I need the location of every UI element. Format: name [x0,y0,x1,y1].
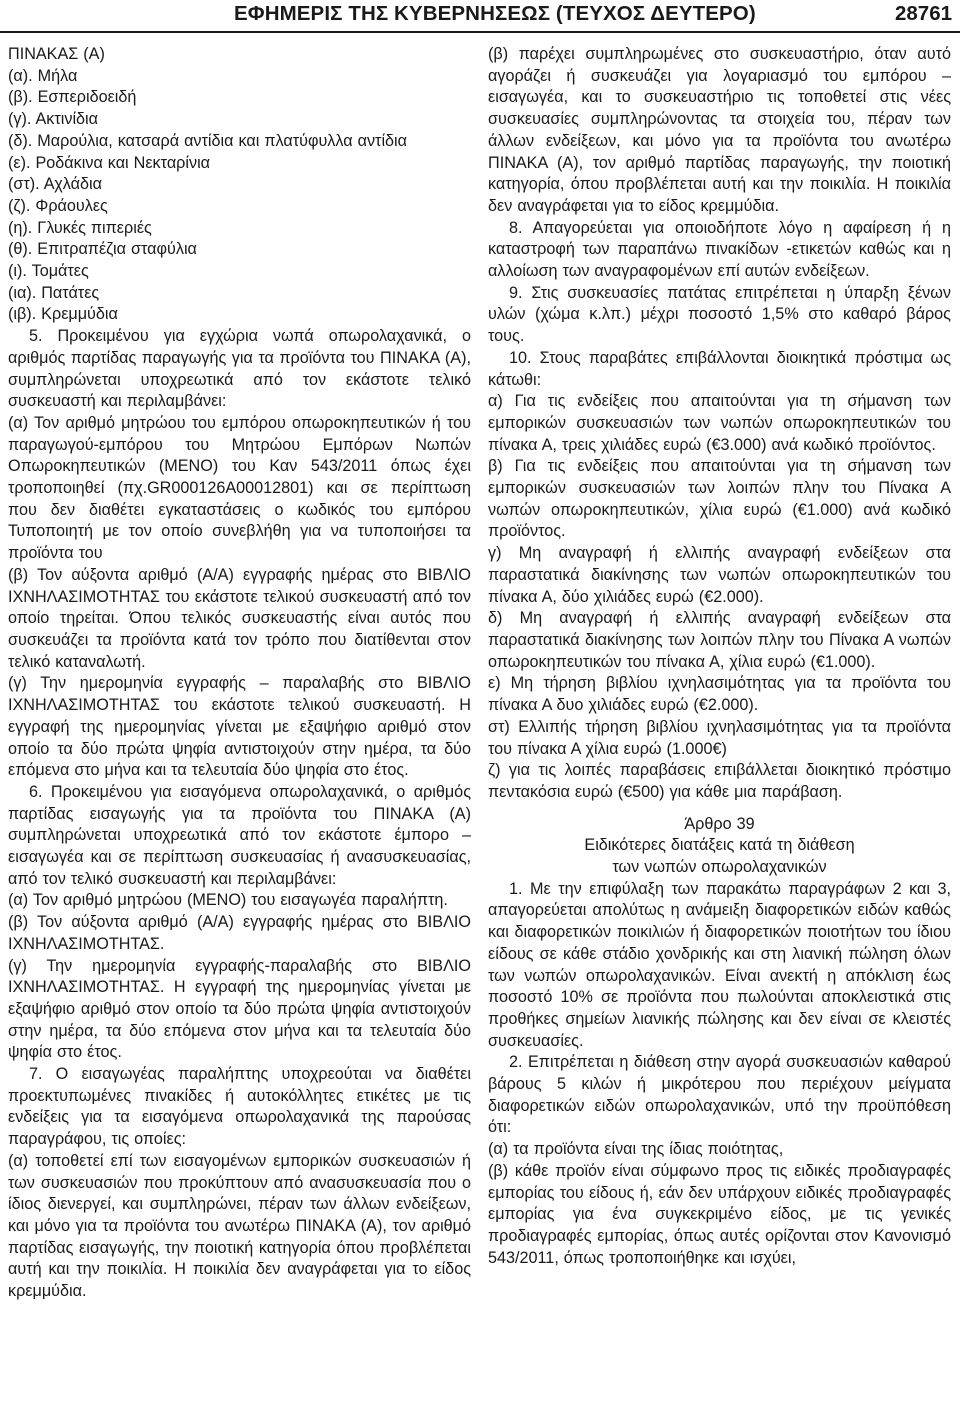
table-title: ΠΙΝΑΚΑΣ (Α) [8,45,105,63]
paragraph-6c: (γ) Την ημερομηνία εγγραφής-παραλαβής στο ΒΙΒΛΙΟ ΙΧΝΗΛΑΣΙΜΟΤΗΤΑΣ. Η εγγραφή της ημερομηνίας γίνεται με εξαψήφιο αριθμό στον οποίο τα δύο πρώτα ψηφία αντιστοιχούν στην ημέρα, τα δύο επόμενα στον μήνα και τα τελευταία δύο ψηφία στο έτος. [8,956,471,1062]
list-item: (ιβ). Κρεμμύδια [8,305,118,324]
penalty-e: ε) Μη τήρηση βιβλίου ιχνηλασιμότητας για τα προϊόντα του πίνακα Α δυο χιλιάδες ευρώ (€2.000). [488,674,951,715]
left-column [8,44,471,1303]
list-item: (ια). Πατάτες [8,283,100,302]
paragraph-6a: (α) Τον αριθμό μητρώου (ΜΕΝΟ) του εισαγωγέα παραλήπτη. [8,891,448,910]
list-item: (θ). Επιτραπέζια σταφύλια [8,240,197,259]
list-item: (ε). Ροδάκινα και Νεκταρίνια [8,153,211,172]
list-item: (δ). Μαρούλια, κατσαρά αντίδια και πλατύφυλλα αντίδια [8,131,408,150]
paragraph-7a: (α) τοποθετεί επί των εισαγομένων εμπορικών συσκευασιών ή των συσκευασιών που προκύπτουν από ανασυσκευασία που ο ίδιος διενεργεί, και συμπληρώνει, πέραν των άλλων ενδείξεων, και μόνο για τα προϊόντα του ανωτέρω ΠΙΝΑΚΑ (Α), τον αριθμό παρτίδας εισαγωγής, την ποιοτική κατηγορία όπου προβλέπεται αυτή και την ποικιλία. Η ποικιλία δεν αναγράφεται για το είδος κρεμμύδια. [8,1151,471,1301]
page-number: 28761 [894,2,952,25]
list-item: (ι). Τομάτες [8,262,89,281]
article-paragraph-1: 1. Με την επιφύλαξη των παρακάτω παραγράφων 2 και 3, απαγορεύεται απολύτως η ανάμειξη διαφορετικών ειδών καθώς και διαφορετικών ποικιλιών ή διαφορετικών ποιοτήτων του ίδιου είδους σε κάθε στάδιο χονδρικής και στη λιανική πώληση όλων των νωπών οπωρολαχανικών. Είναι ανεκτή η απόκλιση έως ποσοστό 10% σε προϊόντα που πωλούνται αποκλειστικά στις προθήκες σημείων λιανικής πώλησης και δεν είναι σε κλειστές συσκευασίες. [488,879,951,1050]
penalty-z: ζ) για τις λοιπές παραβάσεις επιβάλλεται διοικητικό πρόστιμο πεντακόσια ευρώ (€500) για κάθε μια παράβαση. [488,761,951,801]
list-item: (ζ). Φράουλες [8,196,108,215]
paragraph-5a: (α) Τον αριθμό μητρώου του εμπόρου οπωροκηπευτικών ή του παραγωγού-εμπόρου του Μητρώου Εμπόρων Νωπών Οπωροκηπευτικών (ΜΕΝΟ) του Καν 543/2011 όπως έχει τροποποιηθεί (πχ.GR000126A00012801) και σε περίπτωση που δεν διαθέτει εγκαταστάσεις ο κωδικός του εμπόρου Τυποποιητή με τον οποίο συνεβλήθη για να τυποποιήσει τα προϊόντα του [8,413,471,563]
page-header [0,0,960,34]
penalty-st: στ) Ελλιπής τήρηση βιβλίου ιχνηλασιμότητας για τα προϊόντα του πίνακα Α χίλια ευρώ (1.000€) [488,717,951,758]
article-number: Άρθρο 39 [684,814,755,833]
list-item: (γ). Ακτινίδια [8,110,99,129]
article-paragraph-2: 2. Επιτρέπεται η διάθεση στην αγορά συσκευασιών καθαρού βάρους 5 κιλών ή μικρότερου που περιέχουν μείγματα διαφορετικών ειδών οπωρολαχανικών, υπό την προϋπόθεση ότι: [488,1053,951,1137]
paragraph-8: 8. Απαγορεύεται για οποιοδήποτε λόγο η αφαίρεση ή η καταστροφή των παραπάνω πινακίδων -ετικετών καθώς και η αλλοίωση των αναγραφομένων επί αυτών ενδείξεων. [488,218,951,281]
paragraph-7b: (β) παρέχει συμπληρωμένες στο συσκευαστήριο, όταν αυτό αγοράζει ή συσκευάζει για λογαριασμό του εμπόρου – εισαγωγέα, και το συσκευαστήριο τις τοποθετεί στις νέες συσκευασίες συμπληρώνοντας τα στοιχεία του, πέραν των άλλων ενδείξεων, και μόνο για τα προϊόντα του ανωτέρω ΠΙΝΑΚΑ (Α), τον αριθμό παρτίδας παραγωγής, την ποιοτική κατηγορία, όπου προβλέπεται αυτή και την ποικιλία. Η ποικιλία δεν αναγράφεται για το είδος κρεμμύδια. [488,45,951,215]
penalty-d: δ) Μη αναγραφή ή ελλιπής αναγραφή ενδείξεων στα παραστατικά διακίνησης των λοιπών πλην του Πίνακα Α νωπών οπωροκηπευτικών του πίνακα Α, χίλια ευρώ (€1.000). [488,609,951,671]
gazette-title: ΕΦΗΜΕΡΙΣ ΤΗΣ ΚΥΒΕΡΝΗΣΕΩΣ (ΤΕΥΧΟΣ ΔΕΥΤΕΡΟ) [234,2,756,25]
header-divider [0,31,960,33]
penalty-c: γ) Μη αναγραφή ή ελλιπής αναγραφή ενδείξεων στα παραστατικά διακίνησης των νωπών οπωροκηπευτικών του πίνακα Α, δύο χιλιάδες ευρώ (€2.000). [488,544,951,606]
article-title-line-1: Ειδικότερες διατάξεις κατά τη διάθεση [584,836,855,855]
article-title-line-2: των νωπών οπωρολαχανικών [612,858,827,877]
list-item: (β). Εσπεριδοειδή [8,88,137,107]
list-item: (στ). Αχλάδια [8,175,102,194]
paragraph-9: 9. Στις συσκευασίες πατάτας επιτρέπεται η ύπαρξη ξένων υλών (χώμα κ.λπ.) μέχρι ποσοστό 1,5% στο καθαρό βάρος τους. [488,283,951,346]
paragraph-7: 7. Ο εισαγωγέας παραλήπτης υποχρεούται να διαθέτει προεκτυπωμένες πινακίδες ή αυτοκόλλητες ετικέτες με τις ενδείξεις για τα εισαγόμενα οπωρολαχανικά της παρούσας παραγράφου, τις οποίες: [8,1065,471,1149]
list-item: (α). Μήλα [8,66,78,85]
paragraph-5c: (γ) Την ημερομηνία εγγραφής – παραλαβής στο ΒΙΒΛΙΟ ΙΧΝΗΛΑΣΙΜΟΤΗΤΑΣ του εκάστοτε τελικού συσκευαστή. Η εγγραφή της ημερομηνίας γίνεται με εξαψήφιο αριθμό στον οποίο τα δύο πρώτα ψηφία αντιστοιχούν στην ημέρα, τα δύο επόμενα στο μήνα και τα τελευταία δύο ψηφία στο έτος. [8,674,471,780]
list-item: (η). Γλυκές πιπεριές [8,218,152,237]
right-column [488,44,951,1269]
paragraph-5b: (β) Τον αύξοντα αριθμό (Α/Α) εγγραφής ημέρας στο ΒΙΒΛΙΟ ΙΧΝΗΛΑΣΙΜΟΤΗΤΑΣ του εκάστοτε τελικού συσκευαστή από τον οποίο τηρείται. Όπου τελικός συσκευαστής είναι αυτός που συσκευάζει τα προϊόντα κατά τον τρόπο που διατίθενται στον τελικό καταναλωτή. [8,565,471,671]
paragraph-6: 6. Προκειμένου για εισαγόμενα οπωρολαχανικά, ο αριθμός παρτίδας εισαγωγής για τα προϊόντα του ΠΙΝΑΚΑ (Α) συμπληρώνεται υποχρεωτικά από τον εκάστοτε έμπορο – εισαγωγέα και σε περίπτωση συσκευασίας ή ανασυσκευασίας, από τον τελικό συσκευαστή και περιλαμβάνει: [8,782,471,888]
penalty-a: α) Για τις ενδείξεις που απαιτούνται για τη σήμανση των εμπορικών συσκευασιών των νωπών οπωροκηπευτικών του πίνακα Α, τρεις χιλιάδες ευρώ (€3.000) ανά κωδικό προϊόντος. [488,392,951,454]
paragraph-6b: (β) Τον αύξοντα αριθμό (Α/Α) εγγραφής ημέρας στο ΒΙΒΛΙΟ ΙΧΝΗΛΑΣΙΜΟΤΗΤΑΣ. [8,913,471,953]
penalty-b: β) Για τις ενδείξεις που απαιτούνται για τη σήμανση των εμπορικών συσκευασιών των λοιπών πλην του Πίνακα Α νωπών οπωροκηπευτικών, χίλια ευρώ (€1.000) ανά κωδικό προϊόντος. [488,457,951,541]
article-paragraph-2b: (β) κάθε προϊόν είναι σύμφωνο προς τις ειδικές προδιαγραφές εμπορίας του είδους ή, εάν δεν υπάρχουν ειδικές προδιαγραφές εμπορίας για ένα συγκεκριμένο είδος, με τις γενικές προδιαγραφές εμπορίας, όπως αυτές ορίζονται στον Κανονισμό 543/2011, όπως τροποποιήθηκε και ισχύει, [488,1161,951,1267]
paragraph-10: 10. Στους παραβάτες επιβάλλονται διοικητικά πρόστιμα ως κάτωθι: [488,348,951,389]
paragraph-5: 5. Προκειμένου για εγχώρια νωπά οπωρολαχανικά, ο αριθμός παρτίδας παραγωγής για τα προϊόντα του ΠΙΝΑΚΑ (Α), συμπληρώνεται υποχρεωτικά από τον εκάστοτε τελικό συσκευαστή και περιλαμβάνει: [8,327,471,411]
article-paragraph-2a: (α) τα προϊόντα είναι της ίδιας ποιότητας, [488,1140,784,1159]
